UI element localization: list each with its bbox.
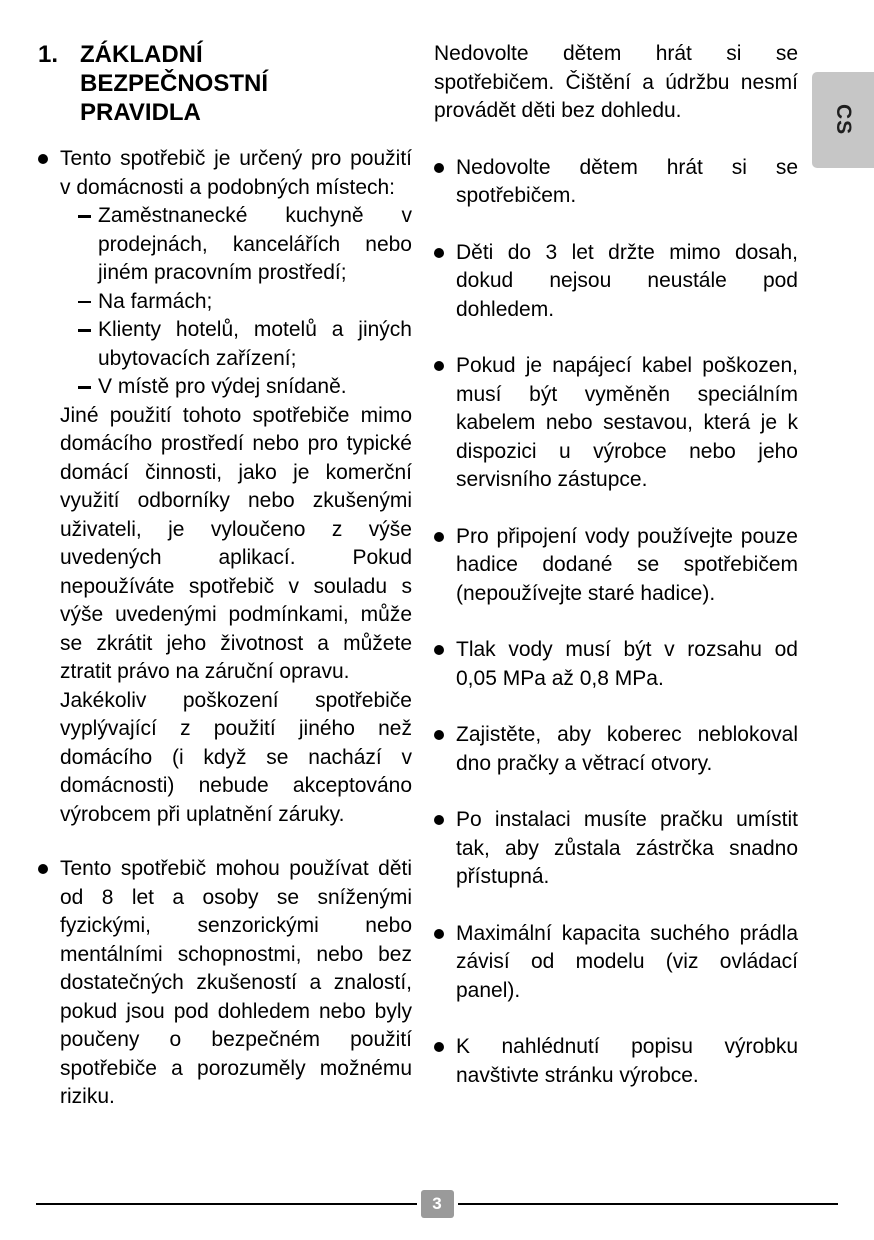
paragraph: Jiné použití tohoto spotřebiče mimo domácího prostředí nebo pro typické domácí činnosti, jako je komerční využití odborníky nebo zkušenými uživateli, je vyloučeno z výše uvedených aplikací. Pokud nepoužíváte spotřebič v souladu s výše uvedenými podmínkami, může se zkrátit jeho životnost a můžete ztratit právo na záruční opravu.	[60, 403, 412, 683]
bullet-icon	[434, 352, 456, 495]
dash-icon	[78, 288, 98, 317]
paragraph: Nedovolte dětem hrát si se spotřebičem. Čištění a údržbu nesmí provádět děti bez dohledu.	[434, 42, 798, 122]
bullet-item	[434, 154, 798, 211]
bullet-body: Pro připojení vody používejte pouze hadice dodané se spotřebičem (nepoužívejte staré hadice).	[456, 524, 798, 605]
left-column	[38, 40, 412, 1118]
dash-icon	[78, 316, 98, 373]
bullet-icon	[434, 920, 456, 1006]
language-tab-label: CS	[832, 104, 855, 136]
bullet-icon	[434, 239, 456, 325]
sub-item-text: V místě pro výdej snídaně.	[98, 375, 347, 398]
bullet-icon	[434, 154, 456, 211]
footer-line-right	[458, 1203, 839, 1205]
bullet-body: Zajistěte, aby koberec neblokoval dno pračky a větrací otvory.	[456, 723, 798, 775]
bullet-body: Nedovolte dětem hrát si se spotřebičem.	[456, 155, 798, 207]
bullet-item	[434, 239, 798, 325]
bullet-icon	[434, 806, 456, 892]
bullet-body: Pokud je napájecí kabel poškozen, musí být vyměněn speciálním kabelem nebo sestavou, která je k dispozici u výrobce nebo jeho servisního zástupce.	[456, 354, 798, 491]
bullet-item	[434, 352, 798, 495]
page-number-badge: 3	[421, 1190, 454, 1218]
sub-item-text: Klienty hotelů, motelů a jiných ubytovacích zařízení;	[98, 318, 412, 370]
bullet-item	[434, 806, 798, 892]
bullet-body: Děti do 3 let držte mimo dosah, dokud nejsou neustále pod dohledem.	[456, 240, 798, 321]
bullet-item	[434, 636, 798, 693]
bullet-icon	[434, 721, 456, 778]
bullet-icon	[38, 855, 60, 1112]
bullet-item	[434, 523, 798, 609]
bullet-item	[38, 855, 412, 1112]
sub-list-item	[78, 202, 412, 288]
sub-list-item	[78, 288, 412, 317]
bullet-item	[434, 920, 798, 1006]
sub-item-text: Zaměstnanecké kuchyně v prodejnách, kancelářích nebo jiném pracovním prostředí;	[98, 204, 412, 284]
paragraph: Tento spotřebič je určený pro použití v domácnosti a podobných místech:	[60, 147, 412, 199]
page-footer	[36, 1190, 838, 1218]
footer-line-left	[36, 1203, 417, 1205]
bullet-icon	[434, 523, 456, 609]
bullet-body: Po instalaci musíte pračku umístit tak, aby zůstala zástrčka snadno přístupná.	[456, 808, 798, 888]
right-column	[434, 40, 798, 1118]
bullet-body: Tlak vody musí být v rozsahu od 0,05 MPa až 0,8 MPa.	[456, 638, 798, 690]
section-heading	[38, 40, 412, 127]
sub-item-text: Na farmách;	[98, 289, 213, 313]
sub-list-item	[78, 316, 412, 373]
bullet-item	[38, 145, 412, 829]
paragraph: Jakékoliv poškození spotřebiče vyplývající z použití jiného než domácího (i když se nachází v domácnosti) nebude akceptováno výrobcem při uplatnění záruky.	[60, 688, 412, 826]
dash-icon	[78, 373, 98, 402]
bullet-body: K nahlédnutí popisu výrobku navštivte stránku výrobce.	[456, 1035, 798, 1087]
section-title: ZÁKLADNÍ BEZPEČNOSTNÍ PRAVIDLA	[80, 41, 269, 126]
bullet-icon	[434, 1033, 456, 1090]
bullet-item	[434, 1033, 798, 1090]
bullet-icon	[434, 636, 456, 693]
bullet-item	[434, 721, 798, 778]
bullet-body	[60, 145, 412, 829]
bullet-body: Tento spotřebič mohou používat děti od 8 let a osoby se sníženými fyzickými, senzorickými nebo mentálními schopnostmi, nebo bez dostatečných zkušeností a znalostí, pokud jsou pod dohledem nebo byly poučeny o bezpečném použití spotřebiče a porozuměly možnému riziku.	[60, 857, 412, 1108]
language-tab	[812, 72, 874, 168]
section-number: 1.	[38, 41, 59, 68]
bullet-icon	[38, 145, 60, 829]
sub-list-item	[78, 373, 412, 402]
bullet-body: Maximální kapacita suchého prádla závisí od modelu (viz ovládací panel).	[456, 921, 798, 1002]
dash-icon	[78, 202, 98, 288]
